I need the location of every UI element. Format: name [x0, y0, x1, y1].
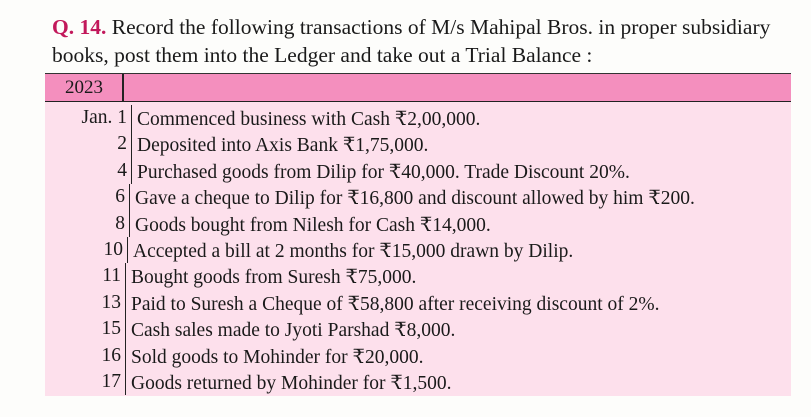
- row-description: Sold goods to Mohinder for ₹20,000.: [131, 346, 424, 368]
- row-date: 17: [101, 370, 121, 392]
- row-date: 4: [117, 159, 127, 181]
- row-description: Gave a cheque to Dilip for ₹16,800 and discount allowed by him ₹200.: [135, 188, 695, 210]
- row-date: 6: [115, 186, 125, 208]
- table-row: [45, 343, 791, 369]
- transaction-rows: [45, 105, 791, 395]
- row-divider: [125, 290, 126, 316]
- table-row: [45, 263, 791, 289]
- year-label: 2023: [65, 77, 103, 98]
- row-divider: [131, 131, 132, 157]
- table-row: [45, 237, 791, 263]
- row-description: Deposited into Axis Bank ₹1,75,000.: [137, 135, 429, 157]
- question-paragraph: [52, 13, 797, 69]
- row-divider: [125, 316, 126, 342]
- row-date: 10: [103, 238, 123, 260]
- row-divider: [125, 263, 126, 289]
- table-row: [45, 290, 791, 316]
- row-description: Commenced business with Cash ₹2,00,000.: [137, 109, 481, 130]
- row-divider: [129, 211, 130, 237]
- row-description: Bought goods from Suresh ₹75,000.: [131, 267, 417, 289]
- table-row: [45, 105, 791, 131]
- question-text: Record the following transactions of M/s Mahipal Bros. in proper subsidiary books, post them into the Ledger and take out a Trial Balance :: [52, 15, 771, 67]
- row-description: Paid to Suresh a Cheque of ₹58,800 after receiving discount of 2%.: [131, 293, 660, 315]
- row-date: 11: [102, 265, 121, 287]
- row-date: 15: [101, 318, 121, 340]
- row-date: 2: [117, 133, 127, 155]
- row-description: Purchased goods from Dilip for ₹40,000. Trade Discount 20%.: [137, 161, 630, 183]
- row-description: Accepted a bill at 2 months for ₹15,000 drawn by Dilip.: [133, 240, 574, 262]
- row-divider: [129, 184, 130, 210]
- row-divider: [125, 369, 126, 395]
- row-divider: [131, 158, 132, 184]
- table-row: [45, 211, 791, 237]
- table-header: [45, 74, 791, 102]
- table-row: [45, 131, 791, 157]
- row-description: Goods bought from Nilesh for Cash ₹14,000.: [135, 214, 491, 236]
- row-date: 8: [115, 212, 125, 234]
- table-row: [45, 158, 791, 184]
- row-divider: [125, 343, 126, 369]
- row-date: Jan. 1: [81, 107, 127, 128]
- row-description: Goods returned by Mohinder for ₹1,500.: [131, 372, 452, 394]
- row-divider: [131, 105, 132, 131]
- row-divider: [127, 237, 128, 263]
- table-row: [45, 316, 791, 342]
- transactions-table: [45, 73, 791, 396]
- table-row: [45, 184, 791, 210]
- question-number: Q. 14.: [52, 15, 107, 39]
- table-row: [45, 369, 791, 395]
- row-date: 16: [101, 344, 121, 366]
- row-description: Cash sales made to Jyoti Parshad ₹8,000.: [131, 320, 456, 342]
- row-date: 13: [101, 291, 121, 313]
- header-divider: [122, 74, 124, 101]
